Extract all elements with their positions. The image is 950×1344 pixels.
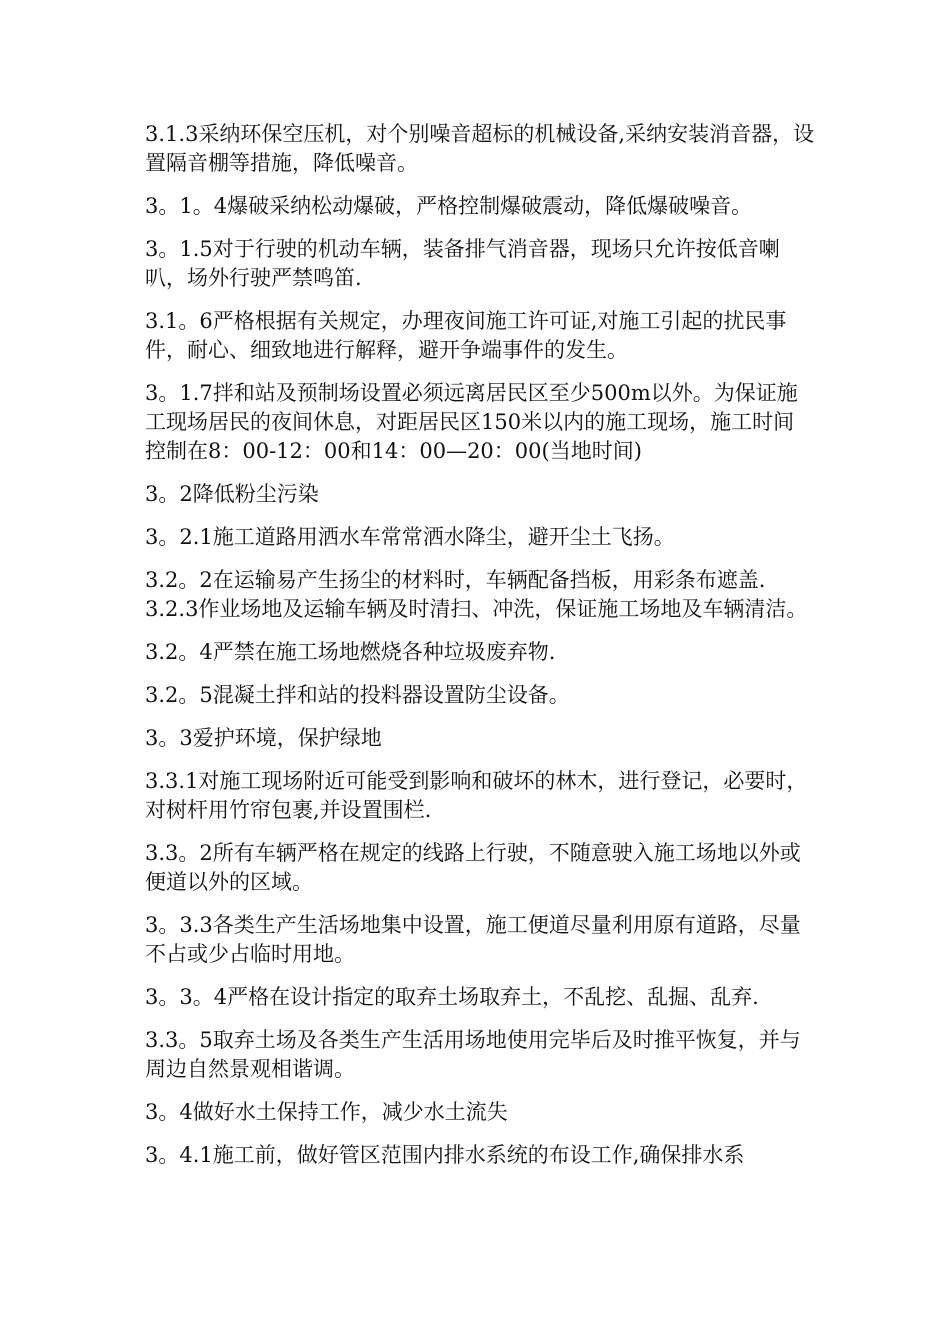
- paragraph-3-3-3: 3。3.3各类生产生活场地集中设置，施工便道尽量利用原有道路，尽量不占或少占临时用地。: [145, 913, 801, 966]
- heading-3-4: 3。4做好水土保持工作，减少水土流失: [145, 1100, 508, 1124]
- heading-3-3: 3。3爱护环境，保护绿地: [145, 726, 382, 750]
- paragraph-3-1-6: 3.1。6严格根据有关规定，办理夜间施工许可证,对施工引起的扰民事件，耐心、细致地进行解释，避开争端事件的发生。: [145, 309, 787, 362]
- paragraph-3-3-1: 3.3.1对施工现场附近可能受到影响和破坏的林木，进行登记，必要时，对树杆用竹帘包裹,并设置围栏.: [145, 769, 808, 822]
- paragraph-3-1-5: 3。1.5对于行驶的机动车辆，装备排气消音器，现场只允许按低音喇叭，场外行驶严禁鸣笛.: [145, 237, 780, 290]
- paragraph-3-3-4: 3。3。4严格在设计指定的取弃土场取弃土，不乱挖、乱掘、乱弃.: [145, 985, 759, 1009]
- paragraph-3-3-2: 3.3。2所有车辆严格在规定的线路上行驶，不随意驶入施工场地以外或便道以外的区域。: [145, 841, 801, 894]
- paragraph-3-4-1: 3。4.1施工前，做好管区范围内排水系统的布设工作,确保排水系: [145, 1143, 745, 1167]
- paragraph-3-1-3: 3.1.3采纳环保空压机，对个别噪音超标的机械设备,采纳安装消音器，设置隔音棚等措施，降低噪音。: [145, 122, 815, 175]
- paragraph-3-2-4: 3.2。4严禁在施工场地燃烧各种垃圾废弃物.: [145, 640, 556, 664]
- document-body: [145, 120, 815, 1184]
- paragraph-3-1-7: 3。1.7拌和站及预制场设置必须远离居民区至少500m以外。为保证施工现场居民的夜间休息，对距居民区150米以内的施工现场，施工时间控制在8：00-12：00和14：00—20：00(当地时间): [145, 381, 798, 463]
- paragraph-3-2-2: 3.2。2在运输易产生扬尘的材料时，车辆配备挡板，用彩条布遮盖.: [145, 568, 766, 592]
- paragraph-3-3-5: 3.3。5取弃土场及各类生产生活用场地使用完毕后及时推平恢复，并与周边自然景观相谐调。: [145, 1028, 801, 1081]
- paragraph-3-2-3: 3.2.3作业场地及运输车辆及时清扫、冲洗，保证施工场地及车辆清洁。: [145, 597, 808, 621]
- paragraph-3-1-4: 3。1。4爆破采纳松动爆破，严格控制爆破震动，降低爆破噪音。: [145, 194, 753, 218]
- paragraph-3-2-5: 3.2。5混凝土拌和站的投料器设置防尘设备。: [145, 683, 570, 707]
- paragraph-3-2-1: 3。2.1施工道路用洒水车常常洒水降尘，避开尘土飞扬。: [145, 525, 675, 549]
- heading-3-2: 3。2降低粉尘污染: [145, 482, 319, 506]
